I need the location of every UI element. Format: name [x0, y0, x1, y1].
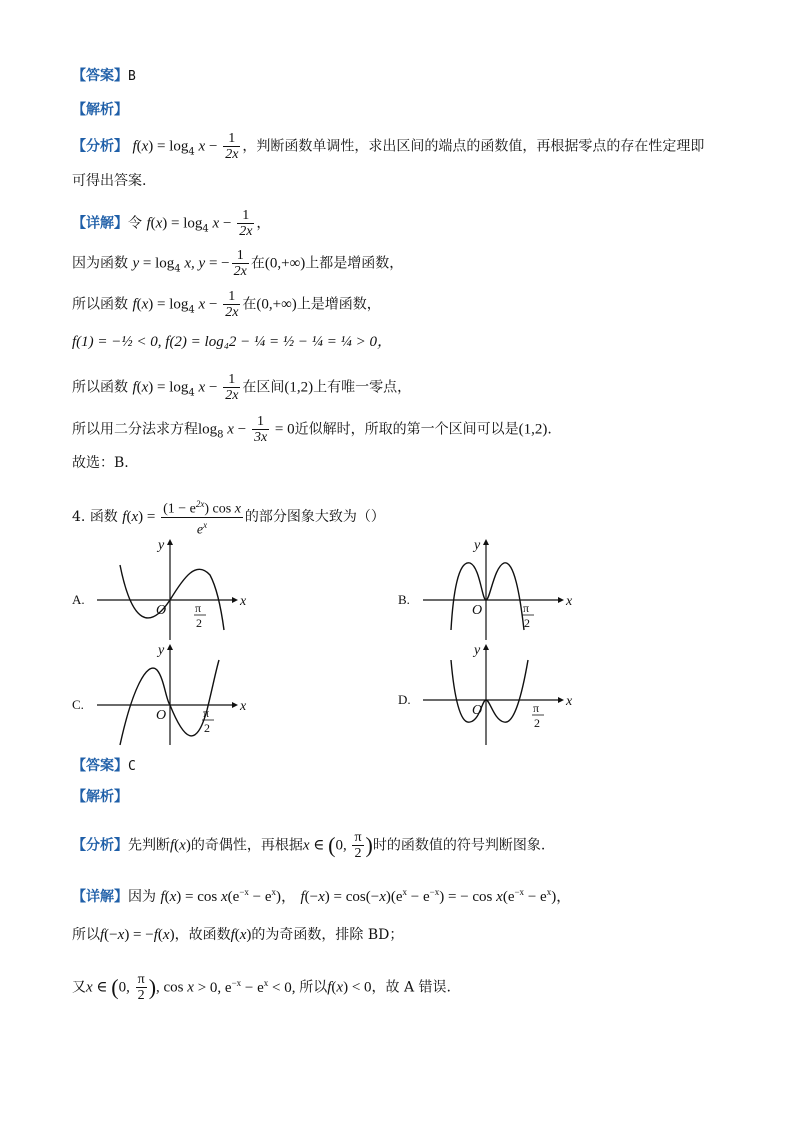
answer2-value: C [128, 759, 136, 774]
graph-option-b [418, 535, 578, 645]
interval-1-2: (1,2) [284, 379, 314, 396]
tick-denominator: 2 [534, 716, 540, 730]
origin-label: O [156, 708, 167, 723]
detail-line-6: 所以用二分法求方程$\log_8 x$ − $\frac{1}{3x}$ = 0近似解时，所取的第一个区间可以是(1,2). [72, 414, 552, 445]
detail-tag: 【详解】 [72, 215, 128, 232]
x-axis-label: x [566, 694, 573, 709]
detail-line-3: 所以函数 $f(x) = \log_4 x$ − $\frac{1}{2x}$ 在(0,+∞)上是增函数， [72, 289, 381, 320]
analysis-tag-2 [72, 787, 128, 807]
detail2-line-2: 所以f(−x) = −f(x)，故函数f(x)的为奇函数，排除 BD； [72, 927, 404, 943]
detail1-l2-pre: 因为函数 [72, 255, 128, 272]
detail1-l5-pre: 所以函数 [72, 379, 128, 396]
detail1-l3-mid: 在 [242, 296, 257, 313]
analysis-tag-text: 【解析】 [72, 102, 128, 118]
x-axis-arrow [232, 702, 238, 708]
detail1-l7: 故选：B. [72, 455, 129, 471]
y-axis-arrow [483, 644, 489, 650]
option-label-c: C. [72, 697, 84, 712]
y-axis-label: y [474, 538, 481, 553]
x-axis-label: x [240, 594, 247, 609]
detail2-line-3: 又x ∈ (0, $\frac{\pi}{2}$ ), cos x > 0, $e^{-x} - e^x < 0$, 所以f(x) < 0，故 A 错误. [72, 972, 452, 1003]
detail1-l2-post: 上都是增函数， [305, 255, 404, 272]
fenxi-tag: 【分析】 [72, 138, 128, 155]
answer2-tag: 【答案】 [72, 758, 128, 774]
option-label-d: D. [398, 692, 411, 707]
graph-option-c [92, 640, 252, 750]
tick-denominator: 2 [204, 721, 210, 735]
detail-line-1: 【详解】令 $f(x) = \log_4 x$ − $\frac{1}{2x}$ ， [72, 208, 271, 239]
analysis-tag-1 [72, 100, 128, 120]
detail1-l3-pre: 所以函数 [72, 296, 128, 313]
answer-line-2 [72, 756, 136, 777]
detail1-l5-post: 上有唯一零点， [313, 379, 412, 396]
option-label-a: A. [72, 592, 85, 607]
origin-label: O [156, 603, 167, 618]
detail-line-5: 所以函数 $f(x) = \log_4 x$ − $\frac{1}{2x}$ 在区间(1,2)上有唯一零点， [72, 372, 412, 403]
tick-denominator: 2 [524, 616, 530, 630]
x-axis-arrow [558, 697, 564, 703]
function-curve [451, 660, 528, 722]
tick-numerator: π [523, 601, 530, 615]
detail2-l2-mid: ，故函数 [174, 927, 231, 943]
x-axis-arrow [232, 597, 238, 603]
formula-f-log4: f [132, 138, 137, 155]
origin-label: O [472, 703, 483, 718]
detail2-line-1: 【详解】因为 $f(x) = \cos x(e^{-x} - e^x)$， $f(-x) = \cos(-x)(e^x - e^{-x})$ = − $\cos x(e^{-x} - e^x)$， [72, 887, 572, 905]
tick-numerator: π [203, 706, 210, 720]
fenxi2-tag: 【分析】 [72, 837, 128, 854]
tick-denominator: 2 [196, 616, 202, 630]
q4-number: 4. [72, 509, 86, 526]
detail1-l5-mid: 在区间 [242, 379, 285, 396]
answer-tag: 【答案】 [72, 68, 128, 84]
origin-label: O [472, 603, 483, 618]
fenxi2-mid: 的奇偶性，再根据 [190, 837, 303, 854]
interval-1-2-b: (1,2) [518, 421, 548, 438]
graph-option-d [418, 640, 578, 750]
fenxi1-text: ，判断函数单调性，求出区间的端点的函数值，再根据零点的存在性定理即 [242, 138, 705, 155]
detail1-l1-pre: 令 [128, 215, 142, 232]
q4-pre: 函数 [89, 509, 118, 526]
function-curve [120, 565, 224, 630]
function-curve [451, 563, 524, 630]
tick-numerator: π [533, 701, 540, 715]
q4-post: 的部分图象大致为（） [244, 509, 385, 526]
answer-line-1 [72, 66, 136, 87]
detail1-l6-pre: 所以用二分法求方程 [72, 421, 198, 438]
y-axis-arrow [167, 539, 173, 545]
detail1-l3-post: 上是增函数， [296, 296, 381, 313]
y-axis-arrow [167, 644, 173, 650]
y-axis-arrow [483, 539, 489, 545]
analysis-line-2: 【分析】先判断f(x)的奇偶性，再根据x ∈ (0, $\frac{\pi}{2}$ )时的函数值的符号判断图象. [72, 830, 546, 861]
detail1-l2-mid: 在 [250, 255, 265, 272]
fraction-1-over-2x: $\frac{1}{2x}$ [225, 131, 239, 162]
x-axis-label: x [240, 699, 247, 714]
question-4: 4. 函数 f(x) = $\frac{(1 - e^{2x}) \cos x}{e^x}$ 的部分图象大致为（） [72, 499, 385, 538]
fenxi1-cont: 可得出答案. [72, 173, 147, 189]
detail2-tag: 【详解】 [72, 889, 128, 905]
tick-numerator: π [195, 601, 202, 615]
answer-value: B [128, 69, 136, 84]
interval-0-inf: (0,+∞) [264, 255, 306, 272]
fenxi2-post: 时的函数值的符号判断图象. [372, 837, 546, 854]
detail-line-7 [72, 453, 129, 473]
detail-line-2: 因为函数 $y = \log_4 x$, y = − $\frac{1}{2x}$ 在(0,+∞)上都是增函数， [72, 248, 404, 279]
detail2-l3-post: ，故 A 错误. [371, 979, 452, 996]
interval-0-inf-2: (0,+∞) [256, 296, 297, 313]
graph-option-a [92, 535, 252, 645]
detail2-l3-pre: 又 [72, 979, 86, 996]
detail-line-4 [72, 332, 392, 352]
analysis-line-1-cont [72, 171, 146, 191]
detail2-l1-pre: 因为 [128, 889, 156, 905]
y-axis-label: y [158, 538, 165, 553]
detail1-l6-mid: 近似解时，所取的第一个区间可以是 [294, 421, 519, 438]
q4-fraction: $\frac{(1 - e^{2x}) \cos x}{e^x}$ [163, 499, 241, 538]
x-axis-arrow [558, 597, 564, 603]
y-axis-label: y [474, 643, 481, 658]
y-axis-label: y [158, 643, 165, 658]
x-axis-label: x [566, 594, 573, 609]
detail1-l4: f(1) = −½ < 0, f(2) = log₄2 − ¼ = ½ − ¼ = ¼ > 0， [72, 334, 393, 350]
option-label-b: B. [398, 592, 410, 607]
detail1-l6-post: . [547, 421, 552, 438]
detail2-l2-post: 的为奇函数，排除 BD； [251, 927, 404, 943]
fenxi2-pre: 先判断 [128, 837, 170, 854]
detail2-l2-pre: 所以 [72, 927, 100, 943]
analysis-tag-2-text: 【解析】 [72, 789, 128, 805]
analysis-line-1: 【分析】 $f(x) = \log_4 x$ − $\frac{1}{2x}$ ，判断函数单调性，求出区间的端点的函数值，再根据零点的存在性定理即 [72, 131, 705, 162]
